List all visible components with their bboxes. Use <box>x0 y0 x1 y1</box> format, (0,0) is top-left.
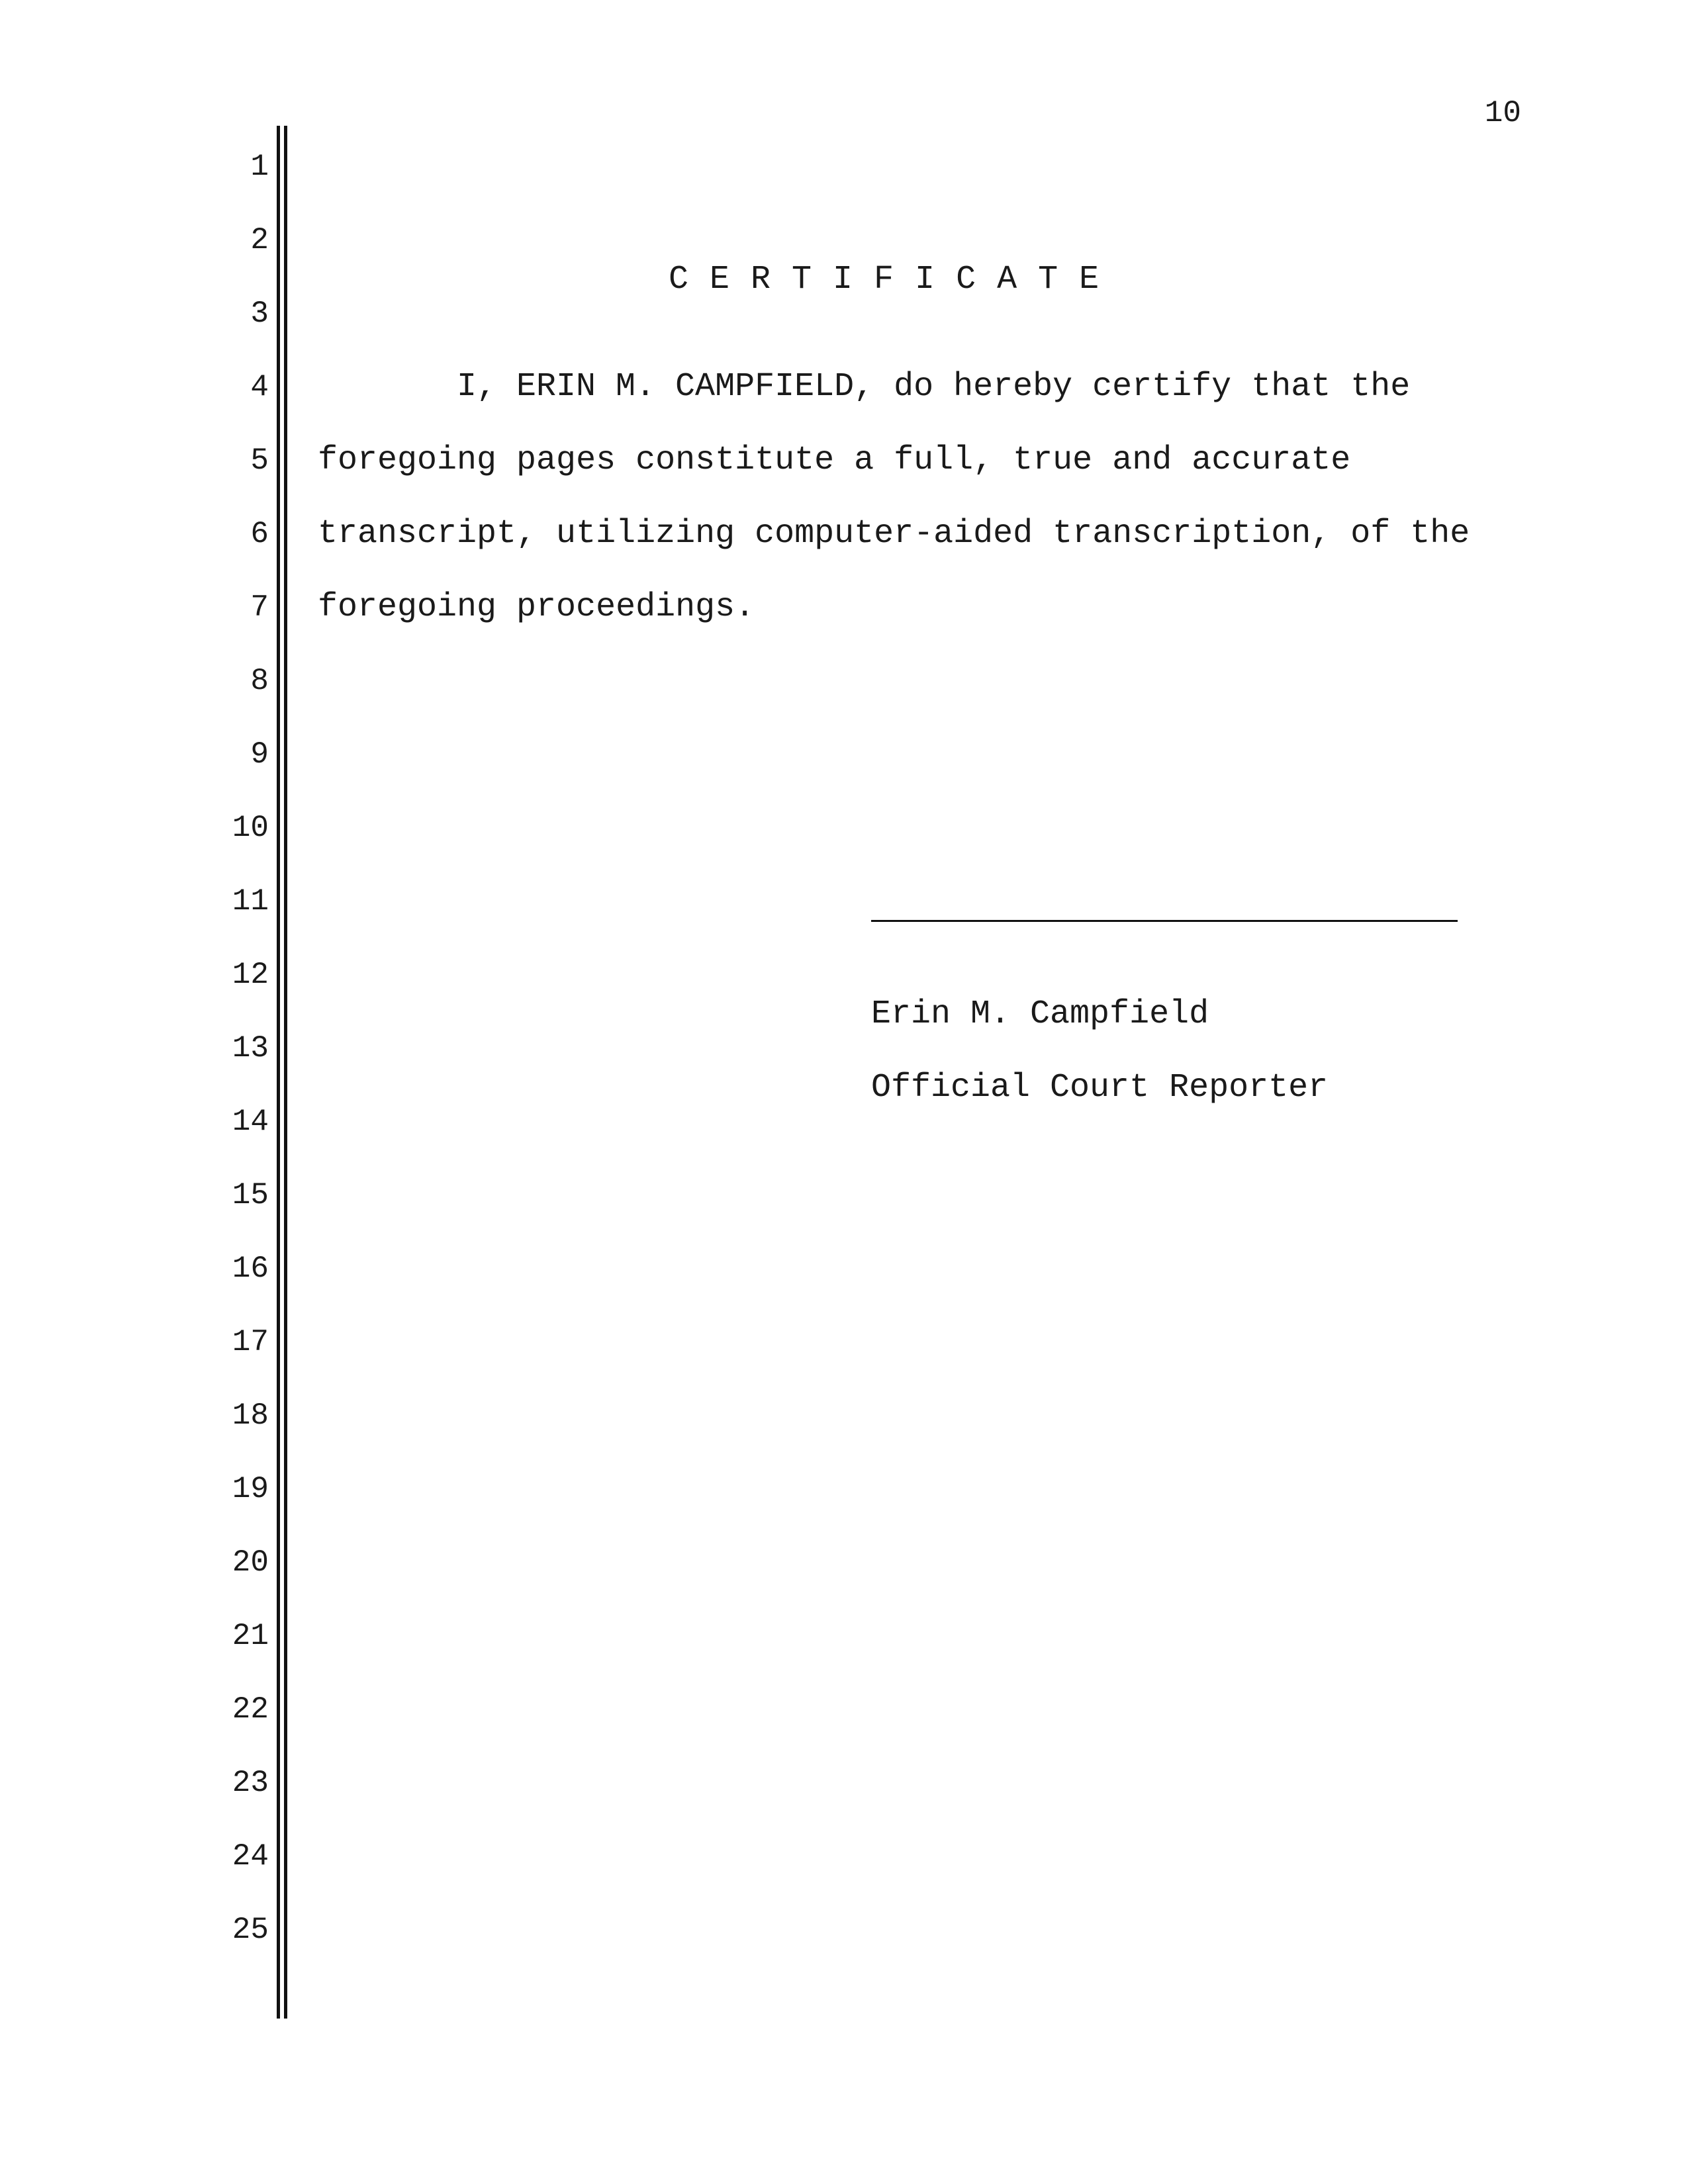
certificate-body-line: I, ERIN M. CAMPFIELD, do hereby certify that the <box>457 368 1411 406</box>
line-13 <box>318 1028 1536 1107</box>
line-8 <box>318 661 1536 735</box>
page-number: 10 <box>1484 96 1521 130</box>
line-11 <box>318 882 1536 955</box>
line-number: 19 <box>232 1472 269 1506</box>
line-number: 15 <box>232 1178 269 1212</box>
line-number: 24 <box>232 1839 269 1874</box>
line-2 <box>318 220 1536 298</box>
certificate-body-line: foregoing pages constitute a full, true and accurate <box>318 441 1351 479</box>
line-number: 16 <box>232 1251 269 1286</box>
line-number: 10 <box>232 811 269 845</box>
line-number: 20 <box>232 1545 269 1580</box>
line-number: 4 <box>250 370 269 404</box>
certificate-title: C E R T I F I C A T E <box>669 261 1100 298</box>
line-number: 18 <box>232 1398 269 1433</box>
line-number: 5 <box>250 443 269 478</box>
transcript-content <box>318 147 1536 1107</box>
left-margin-rule <box>277 126 280 2019</box>
line-number: 23 <box>232 1766 269 1800</box>
line-number: 25 <box>232 1913 269 1947</box>
line-number: 6 <box>250 517 269 551</box>
line-9 <box>318 735 1536 808</box>
line-number: 14 <box>232 1105 269 1139</box>
certificate-body-line: transcript, utilizing computer-aided transcription, of the <box>318 515 1470 553</box>
line-1 <box>318 147 1536 220</box>
line-number: 7 <box>250 590 269 625</box>
line-number: 17 <box>232 1325 269 1359</box>
line-number: 3 <box>250 296 269 331</box>
signature-line <box>871 920 1458 922</box>
line-number: 2 <box>250 223 269 257</box>
line-number: 13 <box>232 1031 269 1066</box>
line-number: 21 <box>232 1619 269 1653</box>
line-3 <box>318 294 1536 367</box>
line-number: 11 <box>232 884 269 919</box>
certificate-body-line: foregoing proceedings. <box>318 588 755 626</box>
line-number: 8 <box>250 664 269 698</box>
line-number: 12 <box>232 958 269 992</box>
signature-title: Official Court Reporter <box>871 1069 1329 1107</box>
line-12 <box>318 955 1536 1033</box>
line-number: 22 <box>232 1692 269 1727</box>
line-number: 9 <box>250 737 269 772</box>
line-10 <box>318 808 1536 882</box>
left-margin-rule-inner <box>284 126 287 2019</box>
line-numbers-column <box>0 147 269 1983</box>
signature-name: Erin M. Campfield <box>871 995 1209 1033</box>
line-number: 1 <box>250 150 269 184</box>
